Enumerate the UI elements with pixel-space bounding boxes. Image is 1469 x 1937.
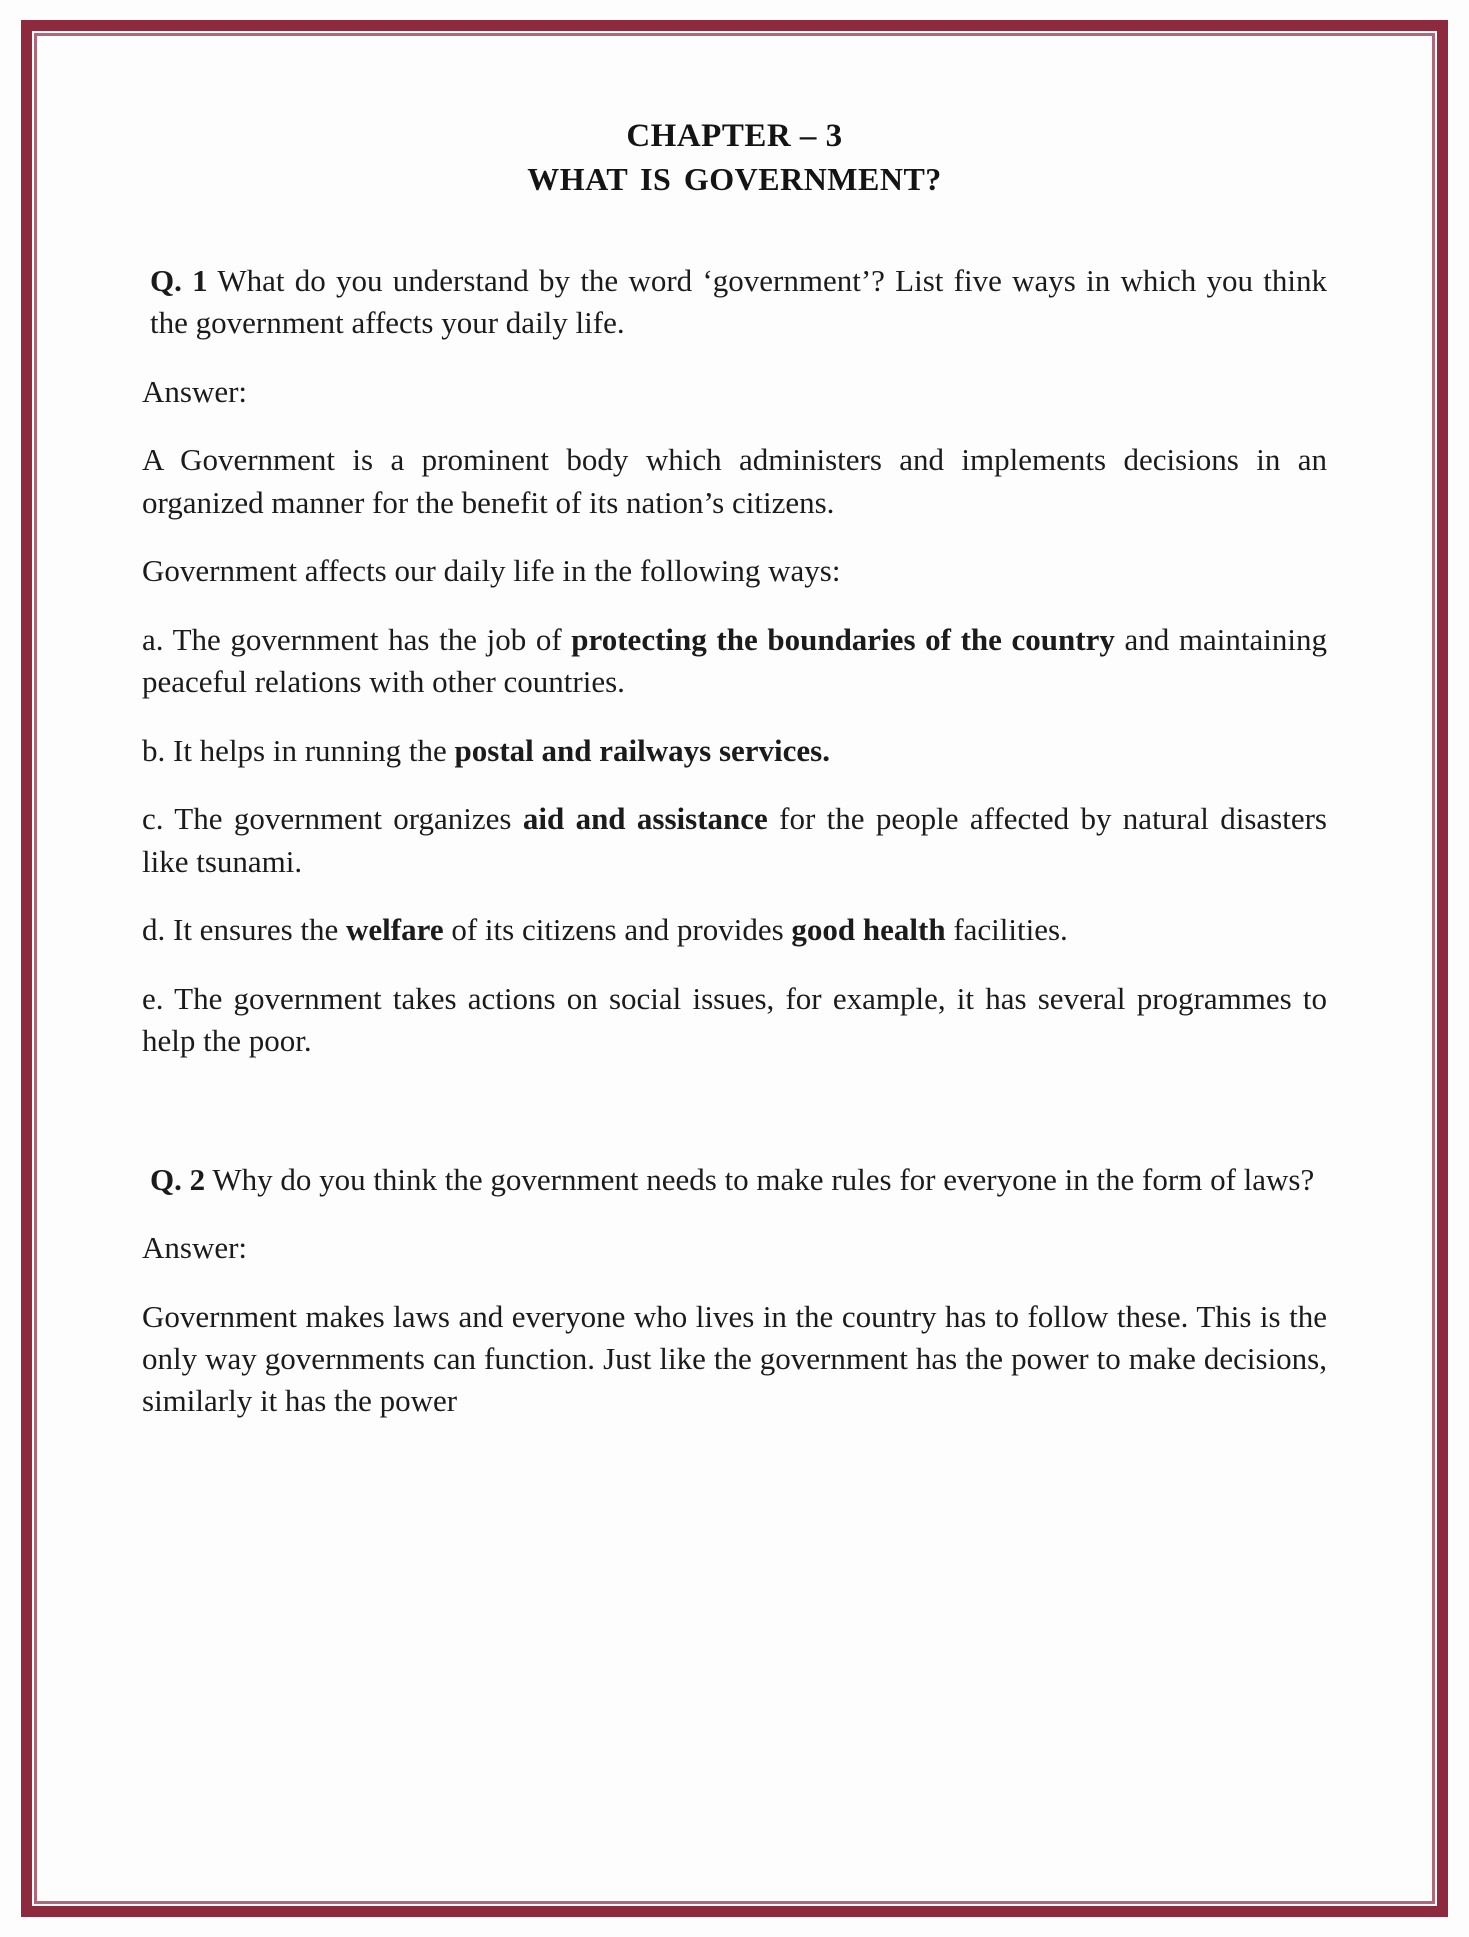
list-item-b-pre: It helps in running the xyxy=(165,732,455,768)
list-item-c-pre: The government organizes xyxy=(163,801,523,837)
list-item-d-post: facilities. xyxy=(945,912,1068,948)
answer-list-item-c xyxy=(142,798,1327,883)
question-2-prompt xyxy=(142,1159,1327,1201)
question-1-answer-paragraph-2: Government affects our daily life in the following ways: xyxy=(142,553,841,589)
question-1-answer-paragraph-1: A Government is a prominent body which administers and implements decisions in an organized manner for the benefit of its nation’s citizens. xyxy=(142,442,1327,520)
question-1-answer-label: Answer: xyxy=(142,373,248,409)
list-item-b-bold: postal and railways services. xyxy=(454,732,830,768)
question-2-text: Why do you think the government needs to make rules for everyone in the form of laws? xyxy=(205,1161,1315,1197)
document-content xyxy=(142,118,1327,1423)
list-marker-d: d. xyxy=(142,912,166,948)
question-2-answer-label: Answer: xyxy=(142,1230,248,1266)
list-item-e-text: The government takes actions on social issues, for example, it has several programmes to help the poor. xyxy=(142,980,1327,1059)
list-item-a-post: and maintaining peaceful relations with other countries. xyxy=(142,621,1328,700)
question-2-answer-paragraph-1: Government makes laws and everyone who lives in the country has to follow these. This is the only way governments can function. Just like the government has the power to make decisions, similarly it has the power xyxy=(142,1298,1327,1419)
list-item-c-bold: aid and assistance xyxy=(522,801,768,837)
list-marker-b: b. xyxy=(142,732,166,768)
list-marker-c: c. xyxy=(142,801,164,837)
list-item-d-mid: of its citizens and provides xyxy=(443,912,792,948)
answer-list-item-b xyxy=(142,730,1327,772)
question-2-number: Q. 2 xyxy=(150,1161,206,1197)
page-title: CHAPTER – 3 xyxy=(626,118,843,154)
list-marker-a: a. xyxy=(142,621,164,657)
list-item-a-bold: protecting the boundaries of the country xyxy=(571,621,1115,657)
question-1-text: What do you understand by the word ‘government’? List five ways in which you think the government affects your daily life. xyxy=(150,263,1327,341)
page-subtitle: WHAT IS GOVERNMENT? xyxy=(527,161,942,197)
list-item-c-post: for the people affected by natural disasters like tsunami. xyxy=(142,801,1327,879)
answer-list-item-a xyxy=(142,619,1327,704)
list-item-d-bold: welfare xyxy=(346,912,444,948)
list-marker-e: e. xyxy=(142,980,164,1016)
question-1-prompt xyxy=(142,260,1327,345)
answer-list-item-e xyxy=(142,978,1327,1063)
list-item-d-pre: It ensures the xyxy=(165,912,347,948)
list-item-a-pre: The government has the job of xyxy=(163,621,572,657)
question-1-number: Q. 1 xyxy=(150,263,208,298)
list-item-d-bold-2: good health xyxy=(791,912,946,948)
answer-list-item-d xyxy=(142,909,1327,951)
